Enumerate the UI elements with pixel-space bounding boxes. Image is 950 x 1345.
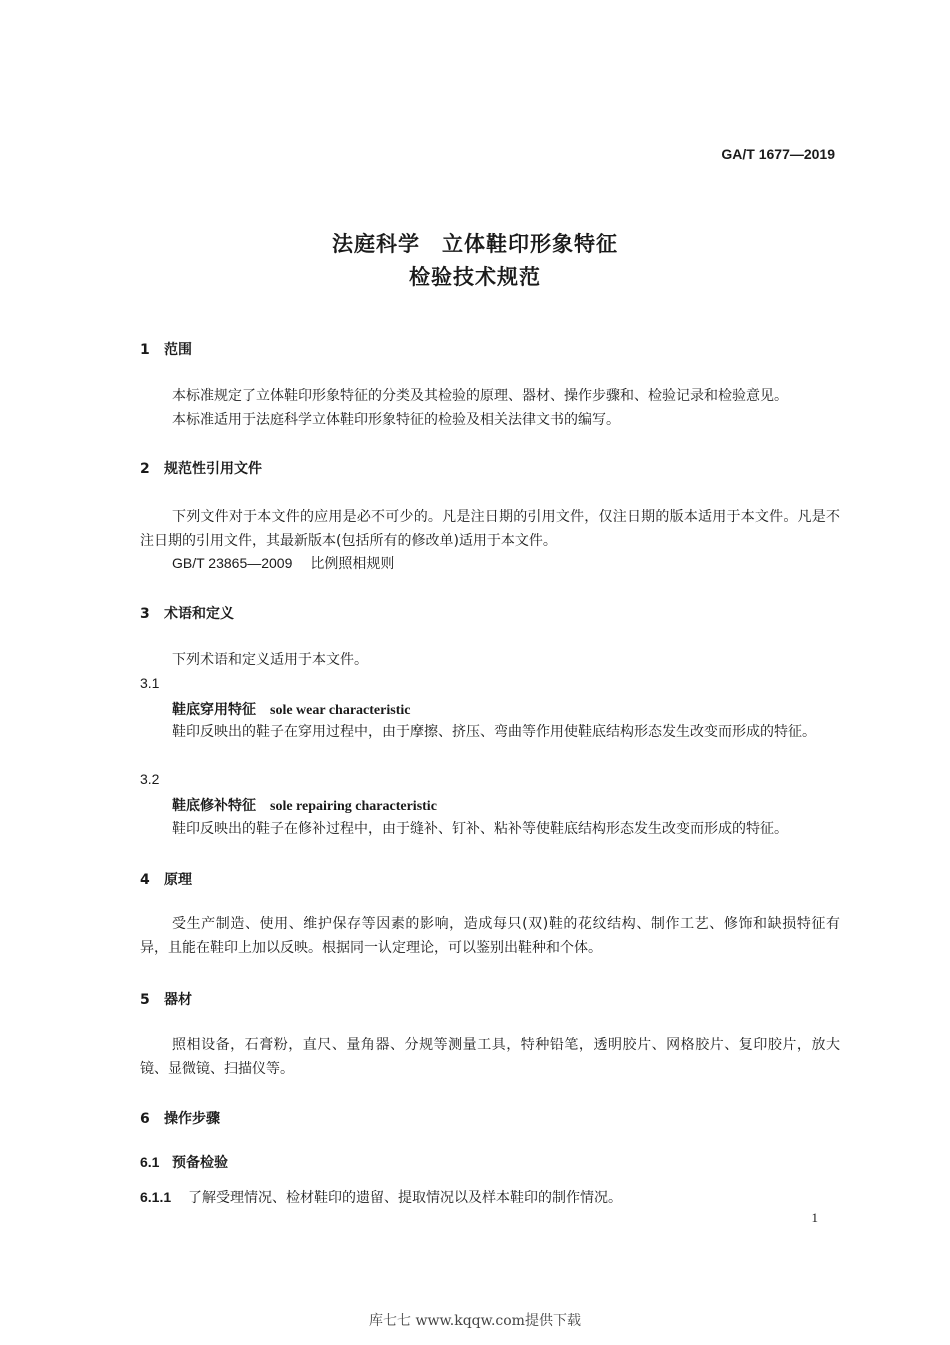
section-title: 术语和定义	[164, 606, 234, 622]
term-en: sole wear characteristic	[270, 703, 411, 718]
section-title: 范围	[164, 342, 192, 358]
clause-6-1-1	[140, 1187, 622, 1207]
reference-code: GB/T 23865—2009	[172, 555, 293, 571]
section-number: 5	[140, 992, 150, 1008]
section-5-paragraph-1: 照相设备，石膏粉，直尺、量角器、分规等测量工具，特种铅笔，透明胶片、网格胶片、复印胶片，放大镜、显微镜、扫描仪等。	[140, 1037, 840, 1077]
section-1-paragraph-1: 本标准规定了立体鞋印形象特征的分类及其检验的原理、器材、操作步骤和、检验记录和检验意见。	[172, 388, 788, 404]
standard-id: GA/T 1677—2019	[721, 146, 835, 162]
term-3-2-definition: 鞋印反映出的鞋子在修补过程中，由于缝补、钉补、粘补等使鞋底结构形态发生改变而形成的特征。	[172, 821, 788, 837]
term-en: sole repairing characteristic	[270, 799, 437, 814]
section-title: 规范性引用文件	[164, 461, 262, 477]
section-3-intro: 下列术语和定义适用于本文件。	[172, 652, 368, 668]
term-3-1-title	[172, 699, 410, 719]
section-5-heading	[140, 989, 192, 1009]
term-3-2-number: 3.2	[140, 771, 160, 787]
section-2-paragraph-1: 下列文件对于本文件的应用是必不可少的。凡是注日期的引用文件，仅注日期的版本适用于本文件。凡是不注日期的引用文件，其最新版本(包括所有的修改单)适用于本文件。	[140, 509, 840, 549]
term-3-2-title	[172, 795, 437, 815]
term-3-1-definition: 鞋印反映出的鞋子在穿用过程中，由于摩擦、挤压、弯曲等作用使鞋底结构形态发生改变而形成的特征。	[172, 724, 816, 740]
section-6-heading	[140, 1108, 220, 1128]
reference-title: 比例照相规则	[310, 556, 395, 572]
section-title: 器材	[164, 992, 192, 1008]
normative-reference	[172, 553, 394, 573]
term-3-1-number: 3.1	[140, 675, 160, 691]
section-3-heading	[140, 603, 234, 623]
section-4-paragraph-1: 受生产制造、使用、维护保存等因素的影响，造成每只(双)鞋的花纹结构、制作工艺、修饰和缺损特征有异，且能在鞋印上加以反映。根据同一认定理论，可以鉴别出鞋种和个体。	[140, 916, 840, 956]
section-number: 3	[140, 606, 150, 622]
section-1-heading	[140, 339, 192, 359]
document-title-line2: 检验技术规范	[409, 265, 541, 289]
page-number: 1	[811, 1210, 818, 1225]
section-1-paragraph-2: 本标准适用于法庭科学立体鞋印形象特征的检验及相关法律文书的编写。	[172, 412, 620, 428]
clause-text: 了解受理情况、检材鞋印的遗留、提取情况以及样本鞋印的制作情况。	[188, 1190, 622, 1206]
clause-number: 6.1.1	[140, 1189, 172, 1205]
section-number: 1	[140, 342, 150, 358]
section-2-heading	[140, 458, 262, 478]
section-title: 原理	[164, 872, 192, 888]
section-number: 4	[140, 872, 150, 888]
subsection-6-1-heading	[140, 1152, 228, 1172]
term-cn: 鞋底修补特征	[172, 798, 256, 814]
document-title-line1: 法庭科学 立体鞋印形象特征	[332, 232, 618, 256]
section-title: 操作步骤	[164, 1111, 220, 1127]
section-4-heading	[140, 869, 192, 889]
subsection-title: 预备检验	[172, 1155, 228, 1171]
subsection-number: 6.1	[140, 1154, 160, 1170]
section-number: 2	[140, 461, 150, 477]
section-number: 6	[140, 1111, 150, 1127]
download-watermark: 库七七 www.kqqw.com提供下载	[369, 1313, 581, 1329]
term-cn: 鞋底穿用特征	[172, 702, 256, 718]
